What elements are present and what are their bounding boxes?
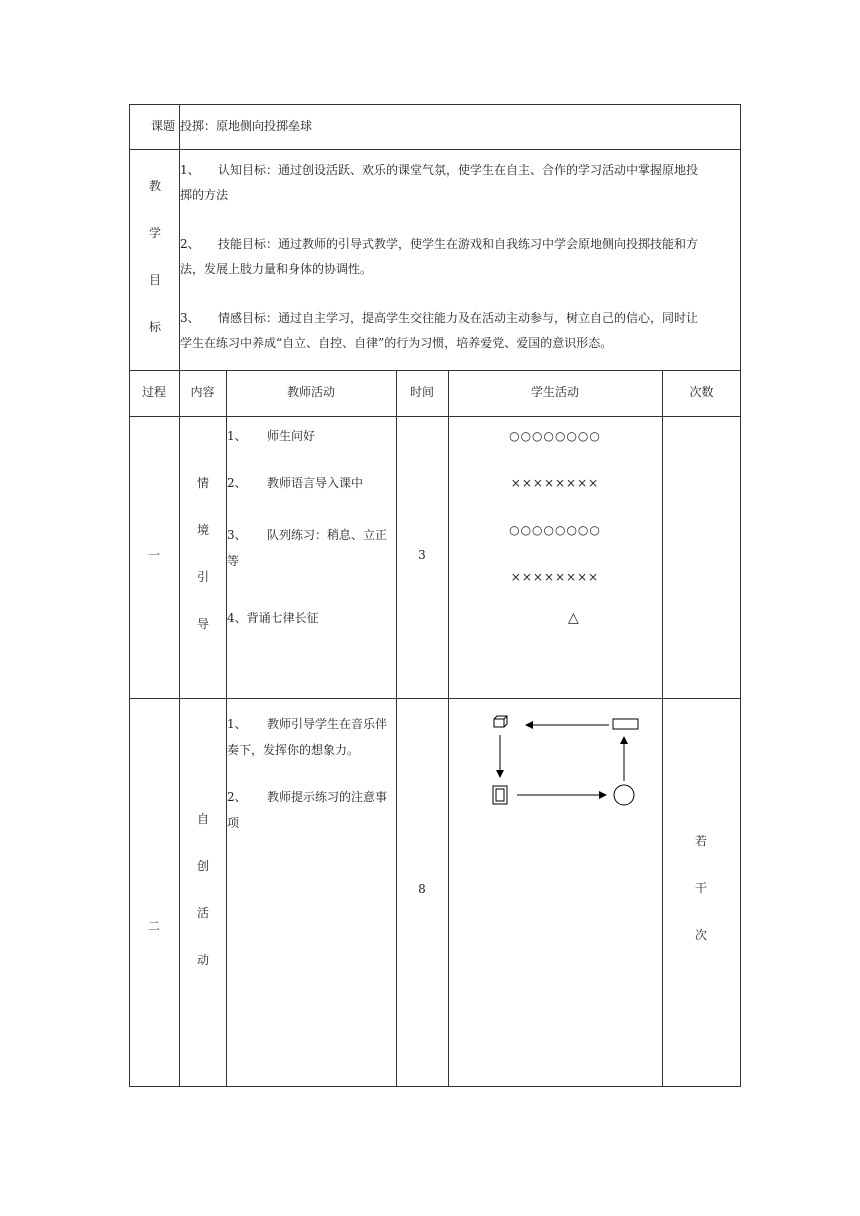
row-divider	[129, 698, 741, 699]
process-two: 二	[147, 919, 160, 933]
header-time: 时间	[409, 385, 434, 399]
content-char: 动	[196, 953, 209, 967]
time-value: 3	[418, 548, 426, 562]
objective-item: 3、 情感目标：通过自主学习，提高学生交往能力及在活动主动参与，树立自己的信心，同时让 学生在练习中养成“自立、自控、自律”的行为习惯，培养爱党、爱国的意识形态。	[180, 311, 699, 350]
topic-label: 课题	[151, 119, 176, 133]
circle-icon	[614, 785, 634, 805]
formation-row-circles: ○○○○○○○○	[509, 429, 601, 443]
teacher-activity-item: 1、 教师引导学生在音乐伴 奏下，发挥你的想象力。	[227, 717, 388, 757]
teacher-activity-item: 4、背诵七律长征	[227, 611, 319, 625]
count-char: 次	[694, 928, 707, 942]
objectives-label-char: 目	[148, 273, 161, 287]
cube-icon	[494, 716, 507, 727]
formation-row-crosses: ××××××××	[510, 570, 600, 584]
teacher-activity-item: 2、 教师语言导入课中	[227, 476, 364, 490]
header-content: 内容	[190, 385, 215, 399]
objectives-label-char: 标	[148, 320, 161, 334]
content-char: 引	[196, 570, 209, 584]
col-divider	[662, 370, 663, 1087]
teacher-activity-item: 1、 师生问好	[227, 429, 316, 443]
teacher-triangle-icon: △	[568, 610, 579, 626]
mat-icon	[613, 719, 638, 729]
count-char: 干	[694, 881, 707, 895]
row-divider	[129, 416, 741, 417]
header-student: 学生活动	[530, 385, 579, 399]
teacher-activity-item: 3、 队列练习：稍息、立正 等	[227, 528, 388, 568]
station-flow-diagram	[484, 709, 644, 809]
row-divider	[129, 370, 741, 371]
content-char: 创	[196, 859, 209, 873]
header-teacher: 教师活动	[286, 385, 335, 399]
content-char: 活	[196, 906, 209, 920]
formation-row-circles: ○○○○○○○○	[509, 523, 601, 537]
content-char: 境	[196, 523, 209, 537]
content-char: 自	[196, 812, 209, 826]
objective-item: 2、 技能目标：通过教师的引导式教学，使学生在游戏和自我练习中学会原地侧向投掷技能和方 法，发展上肢力量和身体的协调性。	[180, 237, 699, 276]
topic-value: 投掷：原地侧向投掷垒球	[180, 119, 313, 133]
process-one: 一	[147, 548, 160, 562]
formation-row-crosses: ××××××××	[510, 476, 600, 490]
header-process: 过程	[141, 385, 166, 399]
objectives-label-char: 教	[148, 179, 161, 193]
row-divider	[129, 149, 741, 150]
objective-item: 1、 认知目标：通过创设活跃、欢乐的课堂气氛，使学生在自主、合作的学习活动中掌握原地投 掷的方法	[180, 163, 699, 202]
count-char: 若	[694, 834, 707, 848]
content-char: 导	[196, 617, 209, 631]
board-icon	[493, 786, 507, 804]
teacher-activity-item: 2、 教师提示练习的注意事 项	[227, 790, 388, 830]
content-char: 情	[196, 476, 209, 490]
time-value: 8	[418, 882, 426, 896]
header-count: 次数	[689, 385, 714, 399]
objectives-label-char: 学	[148, 226, 161, 240]
col-divider	[396, 370, 397, 1087]
lesson-plan-table	[129, 104, 741, 1087]
